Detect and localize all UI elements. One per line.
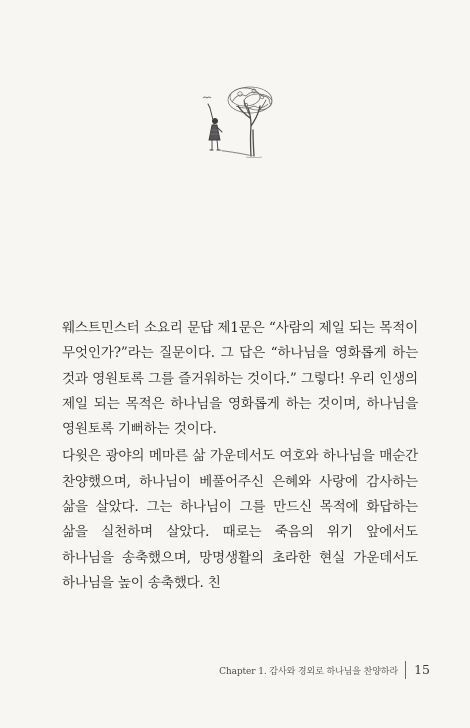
girl-reaching-tree-illustration xyxy=(188,78,300,168)
bird-mark xyxy=(203,97,211,98)
body-text xyxy=(62,316,418,596)
tree-trunk xyxy=(238,100,266,156)
paragraph-2: 다윗은 광야의 메마른 삶 가운데서도 여호와 하나님을 매순간 찬양했으며, 하나님이 베풀어주신 은혜와 사랑에 감사하는 삶을 살았다. 그는 하나님이 그를 만드신 목적에 화답하는 삶을 실천하며 살았다. 때로는 죽음의 위기 앞에서도 하나님을 송축했으며, 망명생활의 초라한 현실 가운데서도 하나님을 높이 송축했다. 친 xyxy=(62,448,418,591)
paragraph-1: 웨스트민스터 소요리 문답 제1문은 “사람의 제일 되는 목적이 무엇인가?”라는 질문이다. 그 답은 “하나님을 영화롭게 하는 것과 영원토록 그를 즐거워하는 것이다.” 그렇다! 우리 인생의 제일 되는 목적은 하나님을 영화롭게 하는 것이며, 하나님을 영원토록 기뻐하는 것이다. xyxy=(62,320,418,438)
running-footer-chapter: Chapter 1. 감사와 경외로 하나님을 찬양하라 xyxy=(219,667,398,677)
tree-foliage xyxy=(228,87,272,113)
footer-divider xyxy=(405,661,406,679)
page-footer xyxy=(0,661,470,681)
girl-figure xyxy=(208,104,222,150)
page-number: 15 xyxy=(414,662,430,677)
ground-shadow xyxy=(218,150,262,158)
